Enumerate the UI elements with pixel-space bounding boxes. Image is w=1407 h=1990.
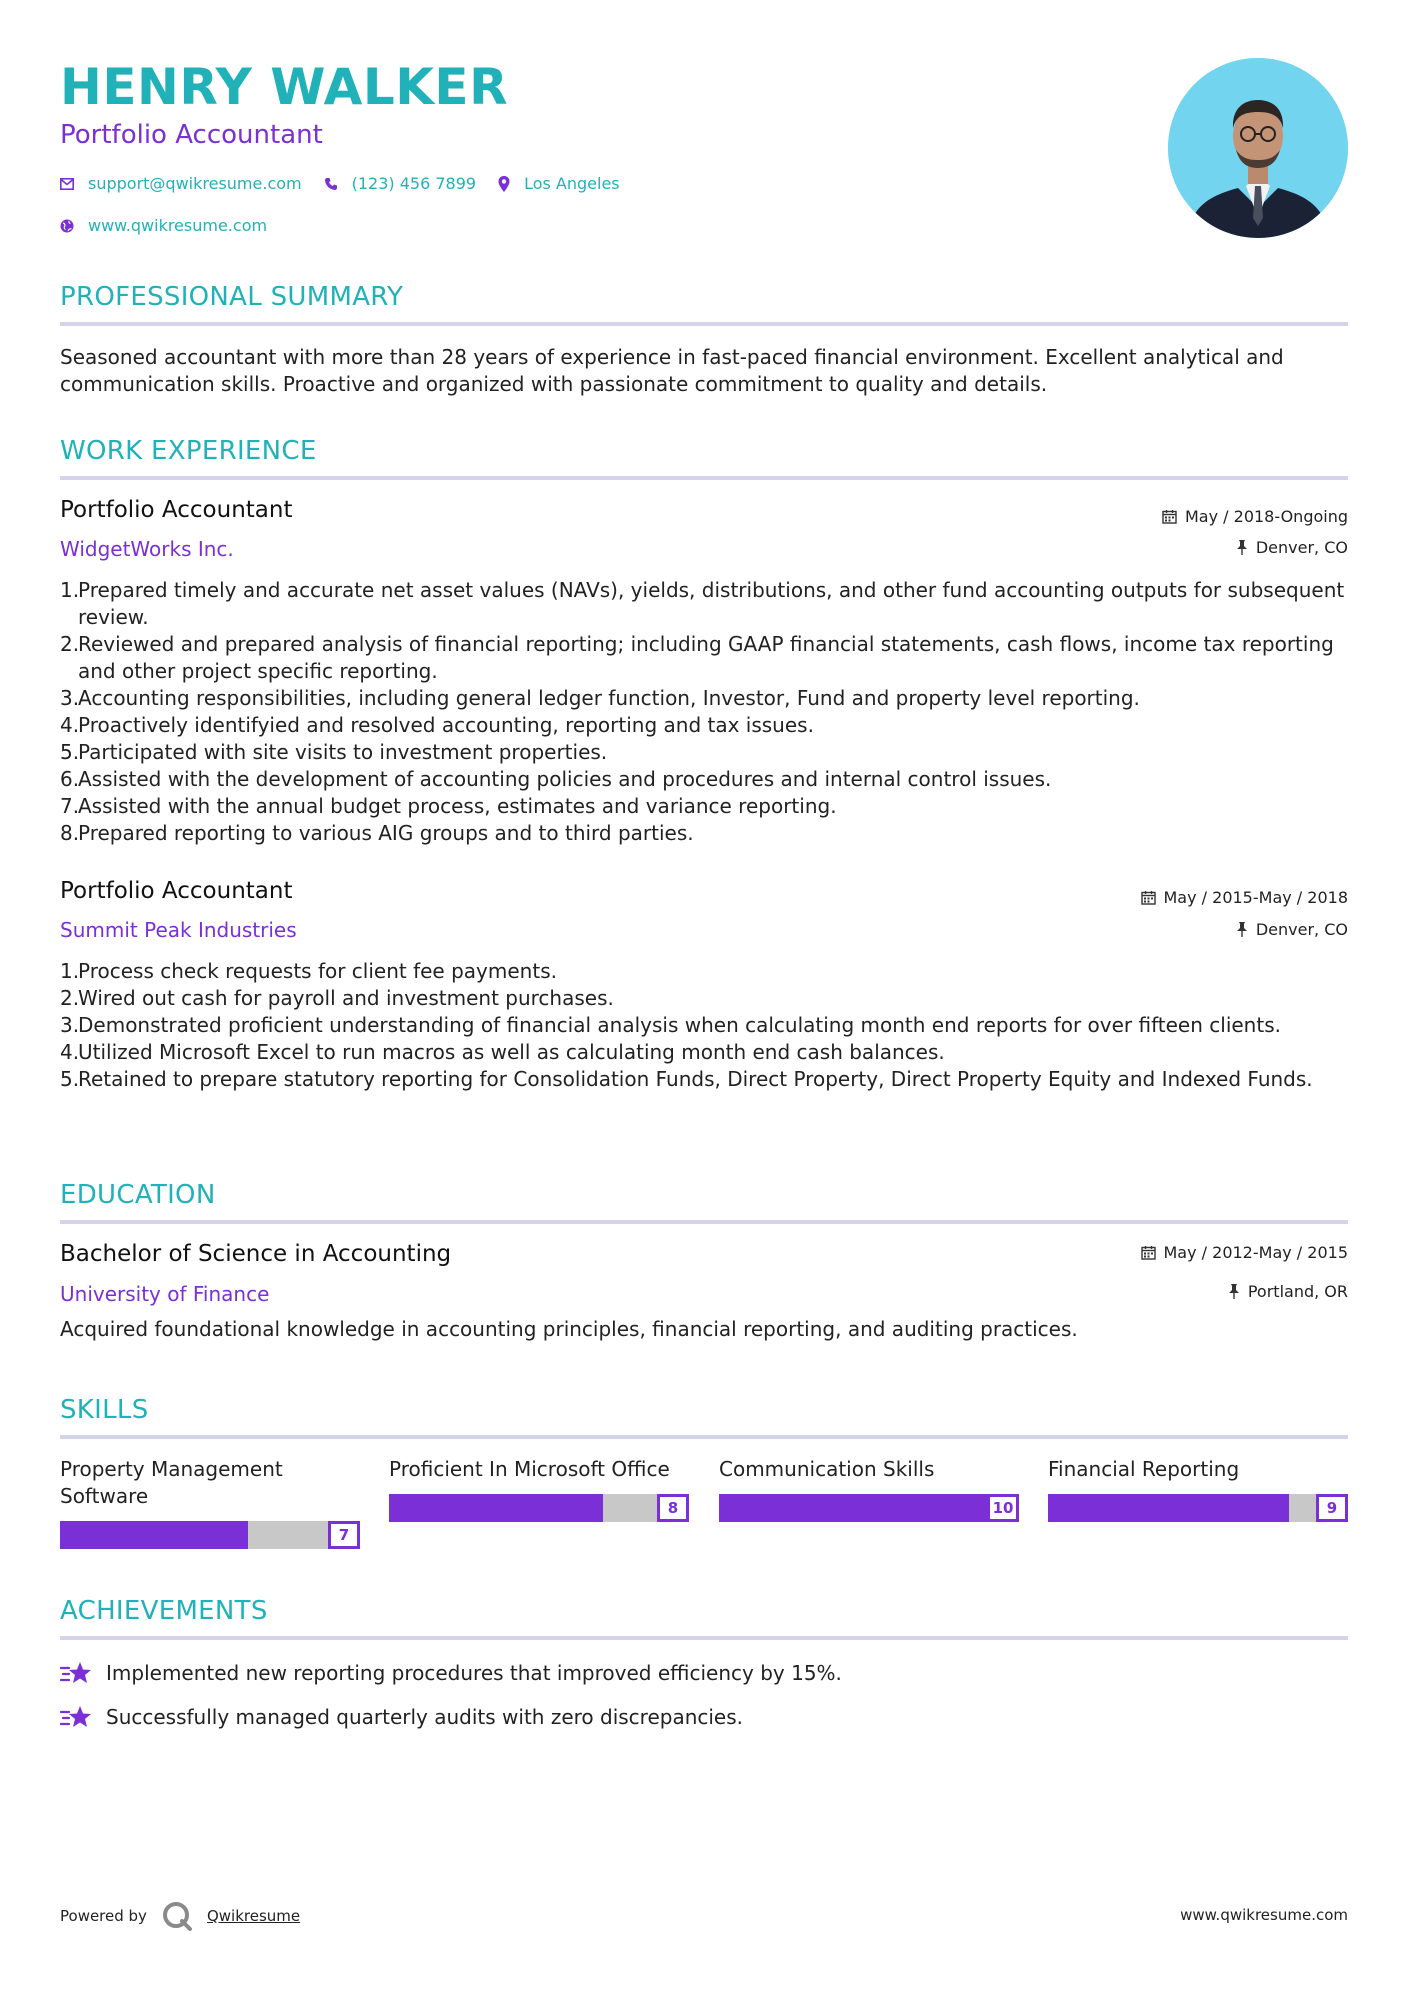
skill-level-value: 7 — [328, 1521, 360, 1549]
website-item[interactable] — [60, 216, 267, 235]
achievements-rule — [60, 1636, 1348, 1640]
summary-text: Seasoned accountant with more than 28 years of experience in fast-paced financial environment. Excellent analytical and communication skills. Proactive and organized with passionate commitment to quality and details. — [60, 345, 1284, 396]
skills-heading: SKILLS — [60, 1395, 149, 1425]
skill-level-value: 10 — [987, 1494, 1019, 1522]
list-item: 3. Accounting responsibilities, including general ledger function, Investor, Fund and property level reporting. — [60, 686, 1140, 710]
list-item: 7. Assisted with the annual budget process, estimates and variance reporting. — [60, 794, 837, 818]
job-duties-list — [60, 958, 1348, 1093]
phone-item[interactable] — [324, 174, 476, 193]
achievement-item — [60, 1660, 842, 1686]
calendar-icon — [1141, 890, 1156, 905]
company-name: Summit Peak Industries — [60, 918, 297, 942]
profile-photo — [1168, 58, 1348, 238]
list-item: 4. Utilized Microsoft Excel to run macros as well as calculating month end cash balances. — [60, 1040, 945, 1064]
skill-name: Proficient In Microsoft Office — [389, 1457, 670, 1481]
star-icon — [60, 1660, 92, 1686]
job-location — [1236, 920, 1348, 939]
candidate-name: HENRY WALKER — [60, 58, 509, 116]
degree-title: Bachelor of Science in Accounting — [60, 1241, 452, 1267]
education-location-text: Portland, OR — [1247, 1282, 1348, 1301]
list-item: 5. Participated with site visits to investment properties. — [60, 740, 608, 764]
company-name: WidgetWorks Inc. — [60, 537, 234, 561]
skill-level-value: 9 — [1316, 1494, 1348, 1522]
job-dates-text: May / 2018-Ongoing — [1185, 507, 1348, 526]
list-item: 8. Prepared reporting to various AIG groups and to third parties. — [60, 821, 694, 845]
summary-rule — [60, 322, 1348, 326]
pushpin-icon — [1228, 1284, 1240, 1299]
achievement-text: Successfully managed quarterly audits with zero discrepancies. — [106, 1705, 744, 1729]
job-title: Portfolio Accountant — [60, 497, 293, 523]
candidate-title: Portfolio Accountant — [60, 120, 323, 150]
job-dates — [1162, 507, 1348, 526]
website-text: www.qwikresume.com — [88, 216, 268, 235]
map-pin-icon — [498, 176, 510, 192]
education-dates — [1141, 1243, 1349, 1262]
list-item: 6. Assisted with the development of accounting policies and procedures and internal control issues. — [60, 767, 1052, 791]
website-row — [60, 216, 289, 235]
phone-text: (123) 456 7899 — [351, 174, 477, 193]
skill-level-remaining — [1289, 1494, 1316, 1522]
pushpin-icon — [1236, 540, 1248, 555]
skill-item — [1048, 1456, 1348, 1517]
skills-rule — [60, 1435, 1348, 1439]
globe-icon — [60, 219, 74, 233]
job-dates — [1141, 888, 1349, 907]
email-item[interactable] — [60, 174, 302, 193]
skill-level-bar — [389, 1494, 689, 1522]
skill-item — [60, 1456, 360, 1544]
job-duties-list — [60, 577, 1348, 847]
school-name: University of Finance — [60, 1282, 270, 1306]
list-item: 2. Wired out cash for payroll and investment purchases. — [60, 986, 614, 1010]
powered-by-text: Powered by — [60, 1907, 147, 1925]
qwikresume-link[interactable]: Qwikresume — [206, 1907, 301, 1925]
footer-website[interactable]: www.qwikresume.com — [1180, 1906, 1348, 1924]
job-location-text: Denver, CO — [1255, 538, 1348, 557]
list-item: 5. Retained to prepare statutory reporting for Consolidation Funds, Direct Property, Direct Property Equity and Indexed Funds. — [60, 1067, 1313, 1091]
skill-level-fill — [389, 1494, 603, 1522]
skill-level-fill — [60, 1521, 248, 1549]
achievement-item — [60, 1704, 743, 1730]
footer-powered-by — [60, 1900, 300, 1932]
education-dates-text: May / 2012-May / 2015 — [1163, 1243, 1348, 1262]
phone-icon — [324, 177, 338, 191]
skill-name: Property Management Software — [60, 1457, 283, 1508]
skill-level-value: 8 — [657, 1494, 689, 1522]
list-item: 1. Prepared timely and accurate net asset values (NAVs), yields, distributions, and other fund accounting outputs for subsequent review. — [60, 578, 1345, 629]
skill-level-bar — [60, 1521, 360, 1549]
contact-row — [60, 174, 642, 193]
job-location — [1236, 538, 1348, 557]
job-location-text: Denver, CO — [1255, 920, 1348, 939]
portrait-illustration — [1168, 58, 1348, 238]
calendar-icon — [1162, 509, 1177, 524]
job-dates-text: May / 2015-May / 2018 — [1163, 888, 1348, 907]
skill-name: Communication Skills — [719, 1457, 935, 1481]
skill-level-fill — [1048, 1494, 1289, 1522]
skill-level-fill — [719, 1494, 987, 1522]
skill-level-remaining — [603, 1494, 657, 1522]
education-text: Acquired foundational knowledge in accounting principles, financial reporting, and auditing practices. — [60, 1317, 1078, 1341]
education-location — [1228, 1282, 1348, 1301]
list-item: 3. Demonstrated proficient understanding of financial analysis when calculating month end reports for over fifteen clients. — [60, 1013, 1281, 1037]
list-item: 4. Proactively identifyied and resolved accounting, reporting and tax issues. — [60, 713, 814, 737]
skill-level-bar — [1048, 1494, 1348, 1522]
location-text: Los Angeles — [524, 174, 620, 193]
skill-name: Financial Reporting — [1048, 1457, 1240, 1481]
experience-heading: WORK EXPERIENCE — [60, 436, 317, 466]
star-icon — [60, 1704, 92, 1730]
achievements-heading: ACHIEVEMENTS — [60, 1596, 268, 1626]
pushpin-icon — [1236, 922, 1248, 937]
email-text: support@qwikresume.com — [88, 174, 302, 193]
skill-item — [389, 1456, 689, 1517]
job-title: Portfolio Accountant — [60, 878, 293, 904]
education-heading: EDUCATION — [60, 1180, 216, 1210]
skill-level-bar — [719, 1494, 1019, 1522]
location-item — [498, 174, 620, 193]
qwikresume-logo-icon — [161, 1900, 195, 1932]
skill-level-remaining — [248, 1521, 328, 1549]
calendar-icon — [1141, 1245, 1156, 1260]
experience-rule — [60, 476, 1348, 480]
list-item: 1. Process check requests for client fee payments. — [60, 959, 557, 983]
summary-heading: PROFESSIONAL SUMMARY — [60, 282, 404, 312]
list-item: 2. Reviewed and prepared analysis of financial reporting; including GAAP financial statements, cash flows, income tax reporting and other project specific reporting. — [60, 632, 1334, 683]
skill-item — [719, 1456, 1019, 1517]
envelope-icon — [60, 178, 74, 190]
achievement-text: Implemented new reporting procedures that improved efficiency by 15%. — [106, 1661, 842, 1685]
education-rule — [60, 1220, 1348, 1224]
